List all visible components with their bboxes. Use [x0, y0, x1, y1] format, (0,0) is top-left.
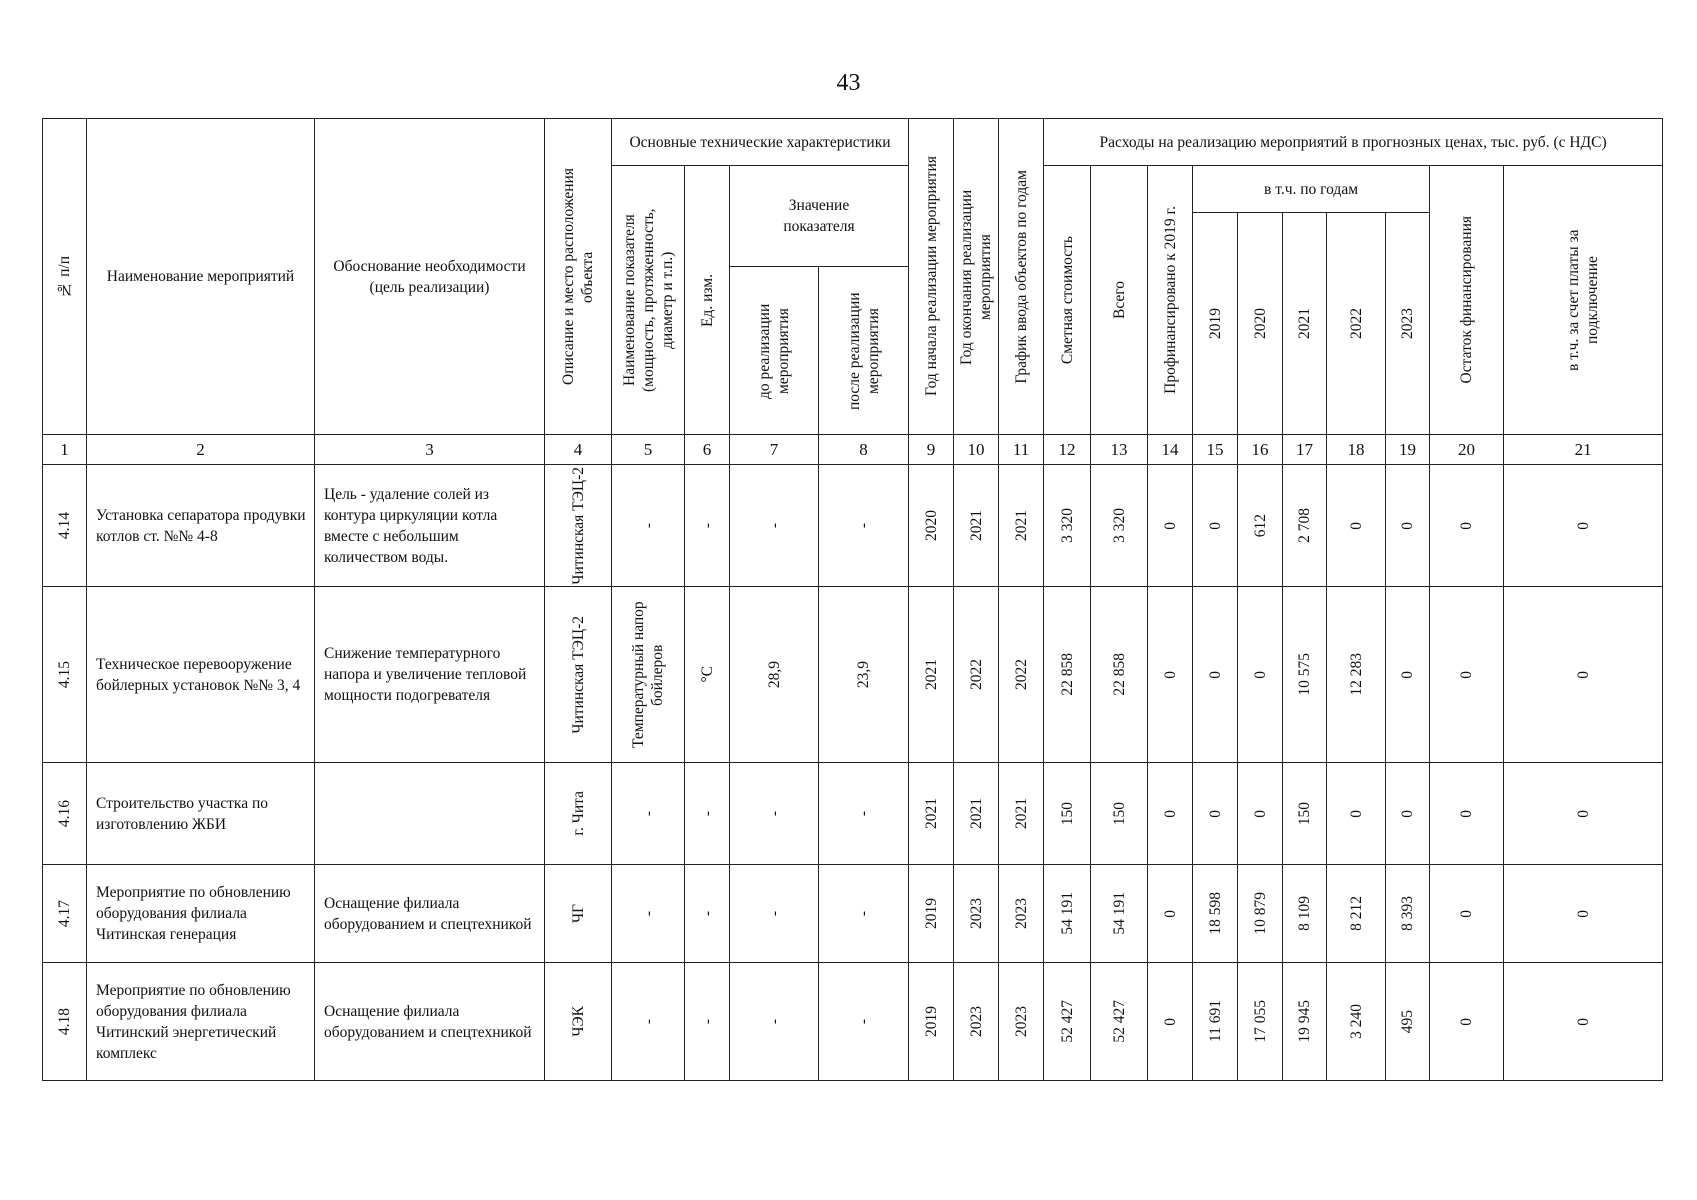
cell-financed-before-2019: 0 [1148, 763, 1193, 865]
column-number-cell: 4 [545, 435, 612, 465]
cell-value-after: - [819, 865, 909, 963]
cell-row-number: 4.14 [43, 465, 87, 587]
column-number-cell: 2 [87, 435, 315, 465]
column-number-cell: 8 [819, 435, 909, 465]
cell-cost-2023: 0 [1386, 587, 1430, 763]
cell-value-after: 23,9 [819, 587, 909, 763]
table-row [43, 587, 1663, 763]
cell-cost-2019: 11 691 [1193, 963, 1238, 1081]
column-number-cell: 5 [612, 435, 685, 465]
cell-cost-2023: 0 [1386, 763, 1430, 865]
cell-location: Читинская ТЭЦ-2 [545, 465, 612, 587]
column-number-cell: 21 [1504, 435, 1663, 465]
header-unit: Ед. изм. [685, 166, 730, 435]
cell-end-year: 2021 [954, 465, 999, 587]
cell-financed-before-2019: 0 [1148, 465, 1193, 587]
cell-value-before: - [730, 865, 819, 963]
header-financed-before-2019: Профинансировано к 2019 г. [1148, 166, 1193, 435]
header-schedule: График ввода объектов по годам [999, 119, 1044, 435]
cell-unit: - [685, 763, 730, 865]
cell-cost-2022: 0 [1327, 763, 1386, 865]
cell-justification: Оснащение филиала оборудованием и спецтехникой [315, 963, 545, 1081]
cell-cost-2020: 612 [1238, 465, 1283, 587]
header-year-2019: 2019 [1193, 213, 1238, 435]
cell-location: ЧГ [545, 865, 612, 963]
header-year-2023: 2023 [1386, 213, 1430, 435]
cell-value-before: - [730, 763, 819, 865]
header-value-after: после реализации мероприятия [819, 267, 909, 435]
cell-estimated-cost: 22 858 [1044, 587, 1091, 763]
cell-unit: - [685, 465, 730, 587]
header-year-2021: 2021 [1283, 213, 1327, 435]
column-number-cell: 6 [685, 435, 730, 465]
table-row [43, 865, 1663, 963]
cell-value-after: - [819, 465, 909, 587]
cell-location: г. Чита [545, 763, 612, 865]
cell-indicator-name: - [612, 963, 685, 1081]
header-remaining-financing: Остаток финансирования [1430, 166, 1504, 435]
cell-total-cost: 22 858 [1091, 587, 1148, 763]
column-number-cell: 14 [1148, 435, 1193, 465]
header-tech-group: Основные технические характеристики [612, 119, 909, 166]
cell-cost-2019: 18 598 [1193, 865, 1238, 963]
cell-row-number: 4.16 [43, 763, 87, 865]
cell-cost-2023: 495 [1386, 963, 1430, 1081]
header-costs-group: Расходы на реализацию мероприятий в прогнозных ценах, тыс. руб. (с НДС) [1044, 119, 1663, 166]
cell-cost-2020: 17 055 [1238, 963, 1283, 1081]
cell-schedule-year: 2023 [999, 963, 1044, 1081]
cell-value-after: - [819, 763, 909, 865]
cell-cost-2021: 10 575 [1283, 587, 1327, 763]
column-number-cell: 1 [43, 435, 87, 465]
cell-row-number: 4.17 [43, 865, 87, 963]
cell-end-year: 2023 [954, 865, 999, 963]
cell-start-year: 2019 [909, 963, 954, 1081]
header-start-year: Год начала реализации мероприятия [909, 119, 954, 435]
cell-end-year: 2023 [954, 963, 999, 1081]
cell-indicator-name: - [612, 763, 685, 865]
cell-cost-2022: 8 212 [1327, 865, 1386, 963]
cell-cost-2022: 12 283 [1327, 587, 1386, 763]
cell-location: ЧЭК [545, 963, 612, 1081]
header-location: Описание и место расположения объекта [545, 119, 612, 435]
table-row [43, 763, 1663, 865]
cell-end-year: 2022 [954, 587, 999, 763]
cell-estimated-cost: 52 427 [1044, 963, 1091, 1081]
cell-start-year: 2021 [909, 763, 954, 865]
cell-justification: Снижение температурного напора и увеличение тепловой мощности подогревателя [315, 587, 545, 763]
cell-justification: Цель - удаление солей из контура циркуляции котла вместе с небольшим количеством воды. [315, 465, 545, 587]
column-number-cell: 15 [1193, 435, 1238, 465]
cell-cost-2021: 150 [1283, 763, 1327, 865]
cell-start-year: 2020 [909, 465, 954, 587]
column-number-cell: 7 [730, 435, 819, 465]
header-years-group: в т.ч. по годам [1193, 166, 1430, 213]
cell-schedule-year: 2022 [999, 587, 1044, 763]
table-row [43, 963, 1663, 1081]
cell-connection-fee: 0 [1504, 587, 1663, 763]
cell-connection-fee: 0 [1504, 865, 1663, 963]
cell-cost-2021: 19 945 [1283, 963, 1327, 1081]
column-number-cell: 17 [1283, 435, 1327, 465]
cell-value-before: - [730, 963, 819, 1081]
cell-cost-2019: 0 [1193, 465, 1238, 587]
cell-total-cost: 150 [1091, 763, 1148, 865]
cell-unit: °С [685, 587, 730, 763]
header-estimated-cost: Сметная стоимость [1044, 166, 1091, 435]
cell-location: Читинская ТЭЦ-2 [545, 587, 612, 763]
column-number-cell: 9 [909, 435, 954, 465]
cell-estimated-cost: 3 320 [1044, 465, 1091, 587]
table-row [43, 465, 1663, 587]
cell-cost-2021: 2 708 [1283, 465, 1327, 587]
header-justification: Обоснование необходимости (цель реализации) [315, 119, 545, 435]
column-number-cell: 18 [1327, 435, 1386, 465]
cell-total-cost: 3 320 [1091, 465, 1148, 587]
cell-remaining-financing: 0 [1430, 763, 1504, 865]
column-number-cell: 19 [1386, 435, 1430, 465]
header-year-2022: 2022 [1327, 213, 1386, 435]
cell-financed-before-2019: 0 [1148, 865, 1193, 963]
page-number: 43 [836, 70, 861, 96]
cell-measure-name: Строительство участка по изготовлению ЖБИ [87, 763, 315, 865]
header-value-before: до реализации мероприятия [730, 267, 819, 435]
cell-cost-2023: 0 [1386, 465, 1430, 587]
cell-remaining-financing: 0 [1430, 465, 1504, 587]
header-total: Всего [1091, 166, 1148, 435]
cell-justification: Оснащение филиала оборудованием и спецтехникой [315, 865, 545, 963]
cell-estimated-cost: 54 191 [1044, 865, 1091, 963]
cell-schedule-year: 2021 [999, 465, 1044, 587]
header-end-year: Год окончания реализации мероприятия [954, 119, 999, 435]
cell-schedule-year: 2021 [999, 763, 1044, 865]
column-number-cell: 20 [1430, 435, 1504, 465]
cell-cost-2022: 0 [1327, 465, 1386, 587]
header-connection-fee: в т.ч. за счет платы за подключение [1504, 166, 1663, 435]
column-number-cell: 13 [1091, 435, 1148, 465]
column-number-cell: 3 [315, 435, 545, 465]
header-measure-name: Наименование мероприятий [87, 119, 315, 435]
cell-value-before: 28,9 [730, 587, 819, 763]
cell-measure-name: Техническое перевооружение бойлерных установок №№ 3, 4 [87, 587, 315, 763]
cell-start-year: 2021 [909, 587, 954, 763]
cell-unit: - [685, 963, 730, 1081]
cell-financed-before-2019: 0 [1148, 963, 1193, 1081]
cell-start-year: 2019 [909, 865, 954, 963]
cell-measure-name: Мероприятие по обновлению оборудования филиала Читинский энергетический комплекс [87, 963, 315, 1081]
cell-cost-2020: 0 [1238, 763, 1283, 865]
cell-cost-2020: 10 879 [1238, 865, 1283, 963]
column-number-cell: 11 [999, 435, 1044, 465]
column-numbers-row [43, 435, 1663, 465]
cell-measure-name: Установка сепаратора продувки котлов ст. №№ 4-8 [87, 465, 315, 587]
column-number-cell: 10 [954, 435, 999, 465]
cell-connection-fee: 0 [1504, 963, 1663, 1081]
header-year-2020: 2020 [1238, 213, 1283, 435]
cell-total-cost: 52 427 [1091, 963, 1148, 1081]
measures-table [42, 118, 1663, 1081]
cell-remaining-financing: 0 [1430, 587, 1504, 763]
header-row-number: № п/п [43, 119, 87, 435]
column-number-cell: 12 [1044, 435, 1091, 465]
header-indicator-name: Наименование показателя (мощность, протяженность, диаметр и т.п.) [612, 166, 685, 435]
measures-table-wrapper [42, 118, 1663, 1081]
cell-financed-before-2019: 0 [1148, 587, 1193, 763]
cell-row-number: 4.15 [43, 587, 87, 763]
cell-row-number: 4.18 [43, 963, 87, 1081]
cell-value-before: - [730, 465, 819, 587]
cell-total-cost: 54 191 [1091, 865, 1148, 963]
cell-cost-2022: 3 240 [1327, 963, 1386, 1081]
cell-indicator-name: Температурный напор бойлеров [612, 587, 685, 763]
header-value-group: Значение показателя [730, 166, 909, 267]
cell-cost-2021: 8 109 [1283, 865, 1327, 963]
cell-cost-2019: 0 [1193, 763, 1238, 865]
cell-cost-2020: 0 [1238, 587, 1283, 763]
cell-estimated-cost: 150 [1044, 763, 1091, 865]
cell-indicator-name: - [612, 465, 685, 587]
cell-measure-name: Мероприятие по обновлению оборудования филиала Читинская генерация [87, 865, 315, 963]
cell-end-year: 2021 [954, 763, 999, 865]
cell-value-after: - [819, 963, 909, 1081]
cell-schedule-year: 2023 [999, 865, 1044, 963]
cell-connection-fee: 0 [1504, 763, 1663, 865]
cell-remaining-financing: 0 [1430, 865, 1504, 963]
cell-cost-2023: 8 393 [1386, 865, 1430, 963]
cell-connection-fee: 0 [1504, 465, 1663, 587]
cell-indicator-name: - [612, 865, 685, 963]
column-number-cell: 16 [1238, 435, 1283, 465]
cell-cost-2019: 0 [1193, 587, 1238, 763]
cell-unit: - [685, 865, 730, 963]
cell-justification [315, 763, 545, 865]
cell-remaining-financing: 0 [1430, 963, 1504, 1081]
